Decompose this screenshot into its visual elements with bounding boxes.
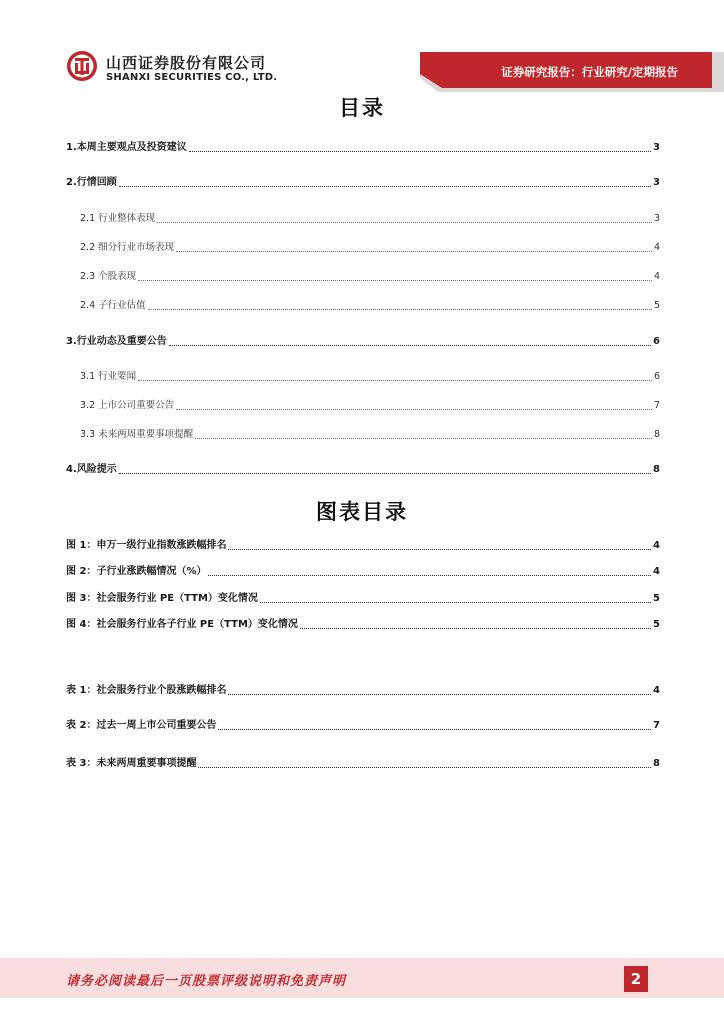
toc-page: 3 <box>653 142 660 153</box>
toc-title: 目录 <box>339 96 385 120</box>
toc-page: 6 <box>653 371 660 382</box>
table-page: 7 <box>653 720 660 731</box>
table-link[interactable] <box>66 682 660 698</box>
dot-leader <box>157 222 652 223</box>
company-name-en: SHANXI SECURITIES CO., LTD. <box>106 72 278 83</box>
toc-label: 4.风险提示 <box>66 464 117 475</box>
table-label: 表 2：过去一周上市公司重要公告 <box>66 720 217 731</box>
dot-leader <box>169 345 651 346</box>
toc-page: 4 <box>653 271 660 282</box>
toc-label: 2.1 行业整体表现 <box>80 213 156 224</box>
toc-link[interactable] <box>80 426 660 442</box>
toc-page: 3 <box>653 213 660 224</box>
page-number: 2 <box>624 966 648 992</box>
company-name-cn: 山西证券股份有限公司 <box>106 54 267 72</box>
dot-leader <box>198 767 651 768</box>
table-page: 8 <box>653 758 660 769</box>
figure-link[interactable] <box>66 590 660 606</box>
dot-leader <box>138 380 652 381</box>
dot-leader <box>228 549 651 550</box>
toc-link[interactable] <box>66 461 660 477</box>
dot-leader <box>218 729 651 730</box>
figure-label: 图 3：社会服务行业 PE（TTM）变化情况 <box>66 593 258 604</box>
toc-label: 3.3 未来两周重要事项提醒 <box>80 429 194 440</box>
toc-page: 4 <box>653 242 660 253</box>
figure-label: 图 4：社会服务行业各子行业 PE（TTM）变化情况 <box>66 619 298 630</box>
table-link[interactable] <box>66 717 660 733</box>
toc-link[interactable] <box>80 297 660 313</box>
figures-toc-title: 图表目录 <box>316 500 408 524</box>
toc-label: 2.3 个股表现 <box>80 271 137 282</box>
page-footer <box>0 958 724 998</box>
report-type-label: 证券研究报告：行业研究/定期报告 <box>501 65 678 79</box>
dot-leader <box>300 628 651 629</box>
figure-link[interactable] <box>66 537 660 553</box>
toc-page: 5 <box>653 300 660 311</box>
toc-label: 2.4 子行业估值 <box>80 300 146 311</box>
table-label: 表 3：未来两周重要事项提醒 <box>66 758 197 769</box>
toc-label: 3.1 行业要闻 <box>80 371 137 382</box>
toc-link[interactable] <box>80 210 660 226</box>
dot-leader <box>176 251 652 252</box>
table-page: 4 <box>653 685 660 696</box>
table-label: 表 1：社会服务行业个股涨跌幅排名 <box>66 685 227 696</box>
toc-page: 3 <box>653 177 660 188</box>
dot-leader <box>138 280 652 281</box>
dot-leader <box>195 438 652 439</box>
page-header <box>0 0 724 100</box>
dot-leader <box>189 151 651 152</box>
toc-page: 7 <box>653 400 660 411</box>
figure-page: 4 <box>653 540 660 551</box>
table-link[interactable] <box>66 755 660 771</box>
dot-leader <box>176 409 652 410</box>
figure-label: 图 1：申万一级行业指数涨跌幅排名 <box>66 540 227 551</box>
dot-leader <box>119 186 651 187</box>
toc-page: 8 <box>653 464 660 475</box>
toc-label: 3.行业动态及重要公告 <box>66 336 167 347</box>
figure-page: 5 <box>653 619 660 630</box>
toc-page: 6 <box>653 336 660 347</box>
toc-link[interactable] <box>80 239 660 255</box>
figure-page: 5 <box>653 593 660 604</box>
dot-leader <box>228 694 651 695</box>
toc-link[interactable] <box>80 268 660 284</box>
toc-page: 8 <box>653 429 660 440</box>
toc-link[interactable] <box>66 139 660 155</box>
figure-page: 4 <box>653 566 660 577</box>
toc-label: 1.本周主要观点及投资建议 <box>66 142 187 153</box>
figure-link[interactable] <box>66 563 660 579</box>
toc-link[interactable] <box>66 333 660 349</box>
toc-link[interactable] <box>80 397 660 413</box>
dot-leader <box>208 575 651 576</box>
shanxi-securities-logo-icon <box>66 50 98 82</box>
dot-leader <box>148 309 652 310</box>
figure-link[interactable] <box>66 616 660 632</box>
toc-link[interactable] <box>66 174 660 190</box>
toc-label: 2.2 细分行业市场表现 <box>80 242 175 253</box>
dot-leader <box>119 473 651 474</box>
toc-link[interactable] <box>80 368 660 384</box>
toc-label: 3.2 上市公司重要公告 <box>80 400 175 411</box>
toc-label: 2.行情回顾 <box>66 177 117 188</box>
figure-label: 图 2：子行业涨跌幅情况（%） <box>66 566 207 577</box>
dot-leader <box>260 602 651 603</box>
disclaimer-note: 请务必阅读最后一页股票评级说明和免责声明 <box>66 974 347 989</box>
